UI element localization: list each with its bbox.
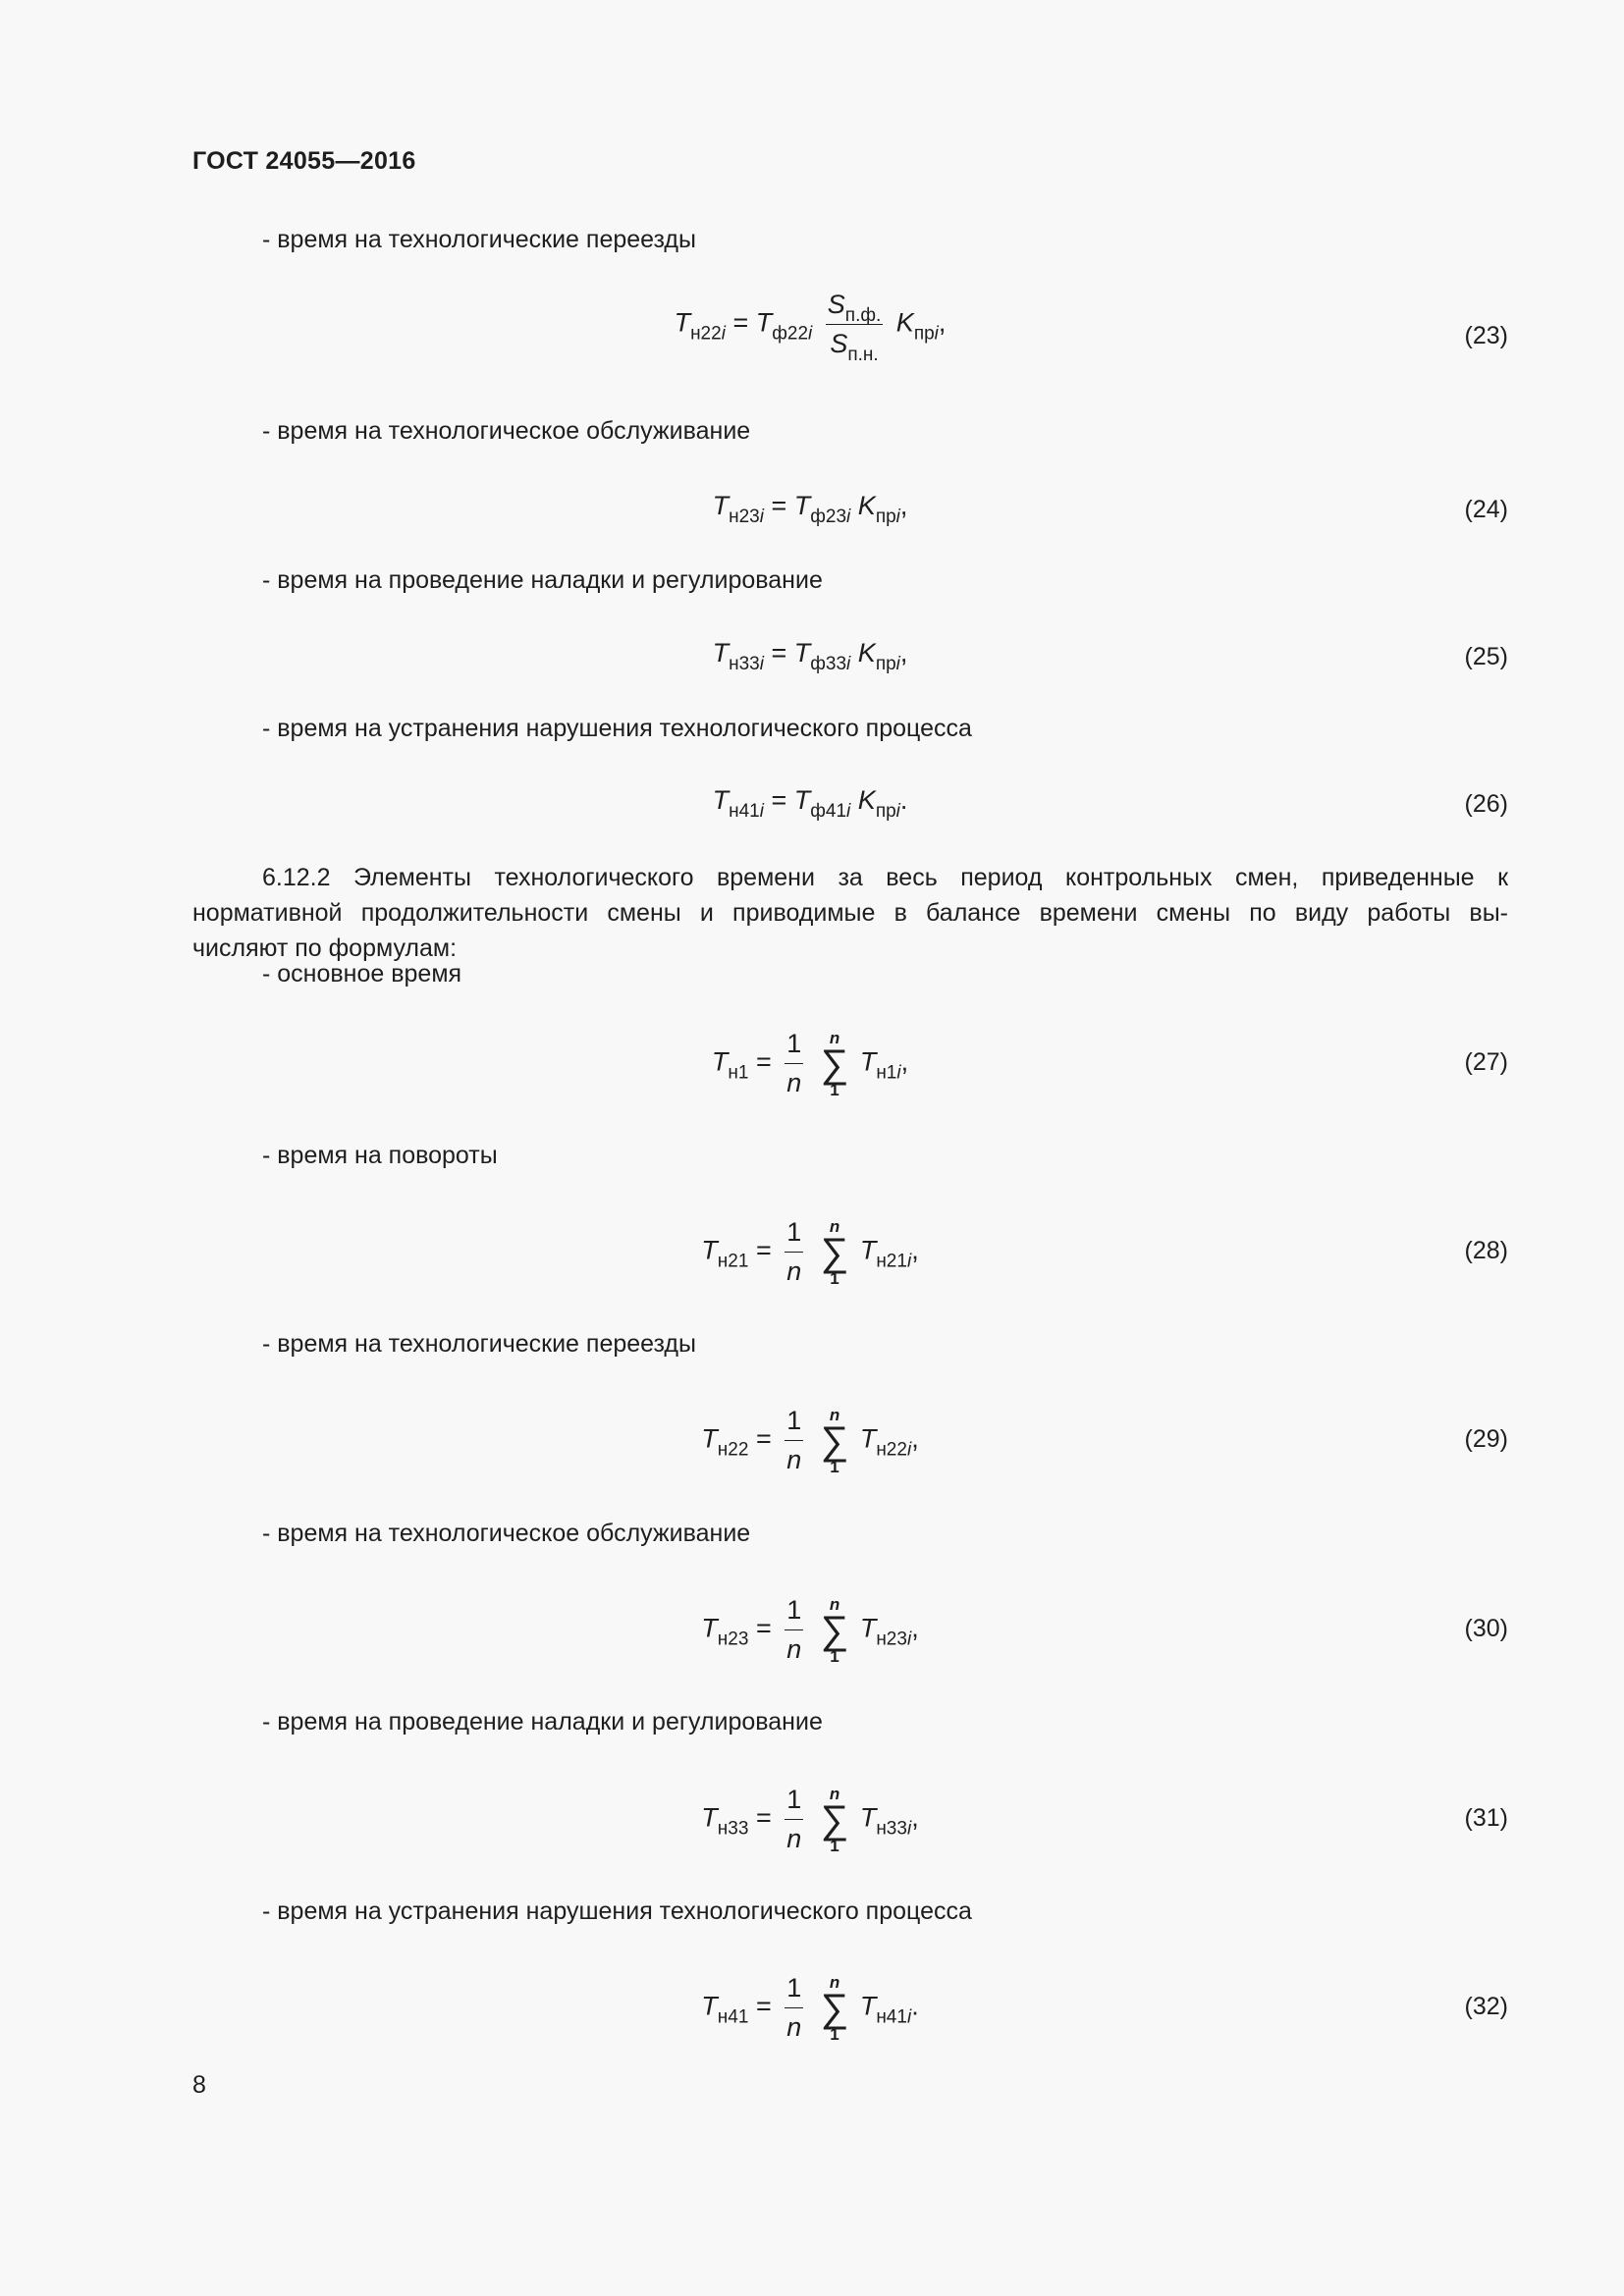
equation-number: (29) <box>1464 1425 1508 1453</box>
list-item-technological-moves: - время на технологические переезды <box>262 226 696 253</box>
equation-32: $T_{н41}$ = $\frac{1}{n}$ n ∑ 1 $T_{н41i}$. <box>701 1972 919 2044</box>
list-item-maintenance: - время на технологическое обслуживание <box>262 417 751 445</box>
list-item-adjustment: - время на проведение наладки и регулирование <box>262 566 823 594</box>
list-item-process-violation: - время на устранения нарушения технологического процесса <box>262 1897 972 1925</box>
sum-symbol: n ∑ 1 <box>820 1216 849 1288</box>
list-item-main-time: - основное время <box>262 960 462 988</box>
equation-number: (25) <box>1464 643 1508 670</box>
sum-symbol: n ∑ 1 <box>820 1784 849 1855</box>
list-item-adjustment: - время на проведение наладки и регулирование <box>262 1708 823 1735</box>
list-item-turns: - время на повороты <box>262 1142 498 1169</box>
equation-25: $T_{н33i} = T_{ф33i}$ $K_{прi}$, <box>712 638 908 674</box>
fraction-s: $\frac{S_{п.ф.}}{S_{п.н.}}$ <box>827 290 882 365</box>
equation-31: $T_{н33}$ = $\frac{1}{n}$ n ∑ 1 $T_{н33i}$, <box>701 1784 919 1855</box>
equation-number: (24) <box>1464 496 1508 523</box>
equation-30: $T_{н23}$ = $\frac{1}{n}$ n ∑ 1 $T_{н23i}$, <box>701 1594 919 1666</box>
paragraph-6-12-2: 6.12.2 Элементы технологического времени за весь период контрольных смен, приведенные к нормативной продолжительности смены и приводимые в балансе времени смены по виду работы вы- числяют по формулам: <box>192 864 1508 962</box>
list-item-maintenance: - время на технологическое обслуживание <box>262 1520 751 1547</box>
equation-29: $T_{н22}$ = $\frac{1}{n}$ n ∑ 1 $T_{н22i}$, <box>701 1405 919 1476</box>
equation-24: $T_{н23i} = T_{ф23i}$ $K_{прi}$, <box>712 491 908 527</box>
list-item-technological-moves: - время на технологические переезды <box>262 1330 696 1358</box>
equation-number: (32) <box>1464 1993 1508 2020</box>
equation-number: (26) <box>1464 790 1508 818</box>
sum-symbol: n ∑ 1 <box>820 1972 849 2044</box>
equation-number: (23) <box>1464 322 1508 349</box>
equation-number: (30) <box>1464 1615 1508 1642</box>
equation-26: $T_{н41i} = T_{ф41i}$ $K_{прi}$. <box>712 785 908 822</box>
document-header: ГОСТ 24055—2016 <box>192 147 416 175</box>
page-number: 8 <box>192 2071 206 2099</box>
sum-symbol: n ∑ 1 <box>820 1405 849 1476</box>
sum-symbol: n ∑ 1 <box>820 1594 849 1666</box>
list-item-process-violation: - время на устранения нарушения технологического процесса <box>262 715 972 742</box>
equation-27: $T_{н1}$ = $\frac{1}{n}$ n ∑ 1 $T_{н1i}$, <box>711 1028 909 1099</box>
equation-23: $T_{н22i} = T_{ф22i}$ $\frac{S_{п.ф.}}{S_{п.н.}}$ $K_{прi}$, <box>674 290 947 365</box>
sum-symbol: n ∑ 1 <box>820 1028 849 1099</box>
equation-number: (27) <box>1464 1048 1508 1076</box>
equation-number: (31) <box>1464 1804 1508 1832</box>
equation-number: (28) <box>1464 1237 1508 1264</box>
equation-28: $T_{н21}$ = $\frac{1}{n}$ n ∑ 1 $T_{н21i}$, <box>701 1216 919 1288</box>
